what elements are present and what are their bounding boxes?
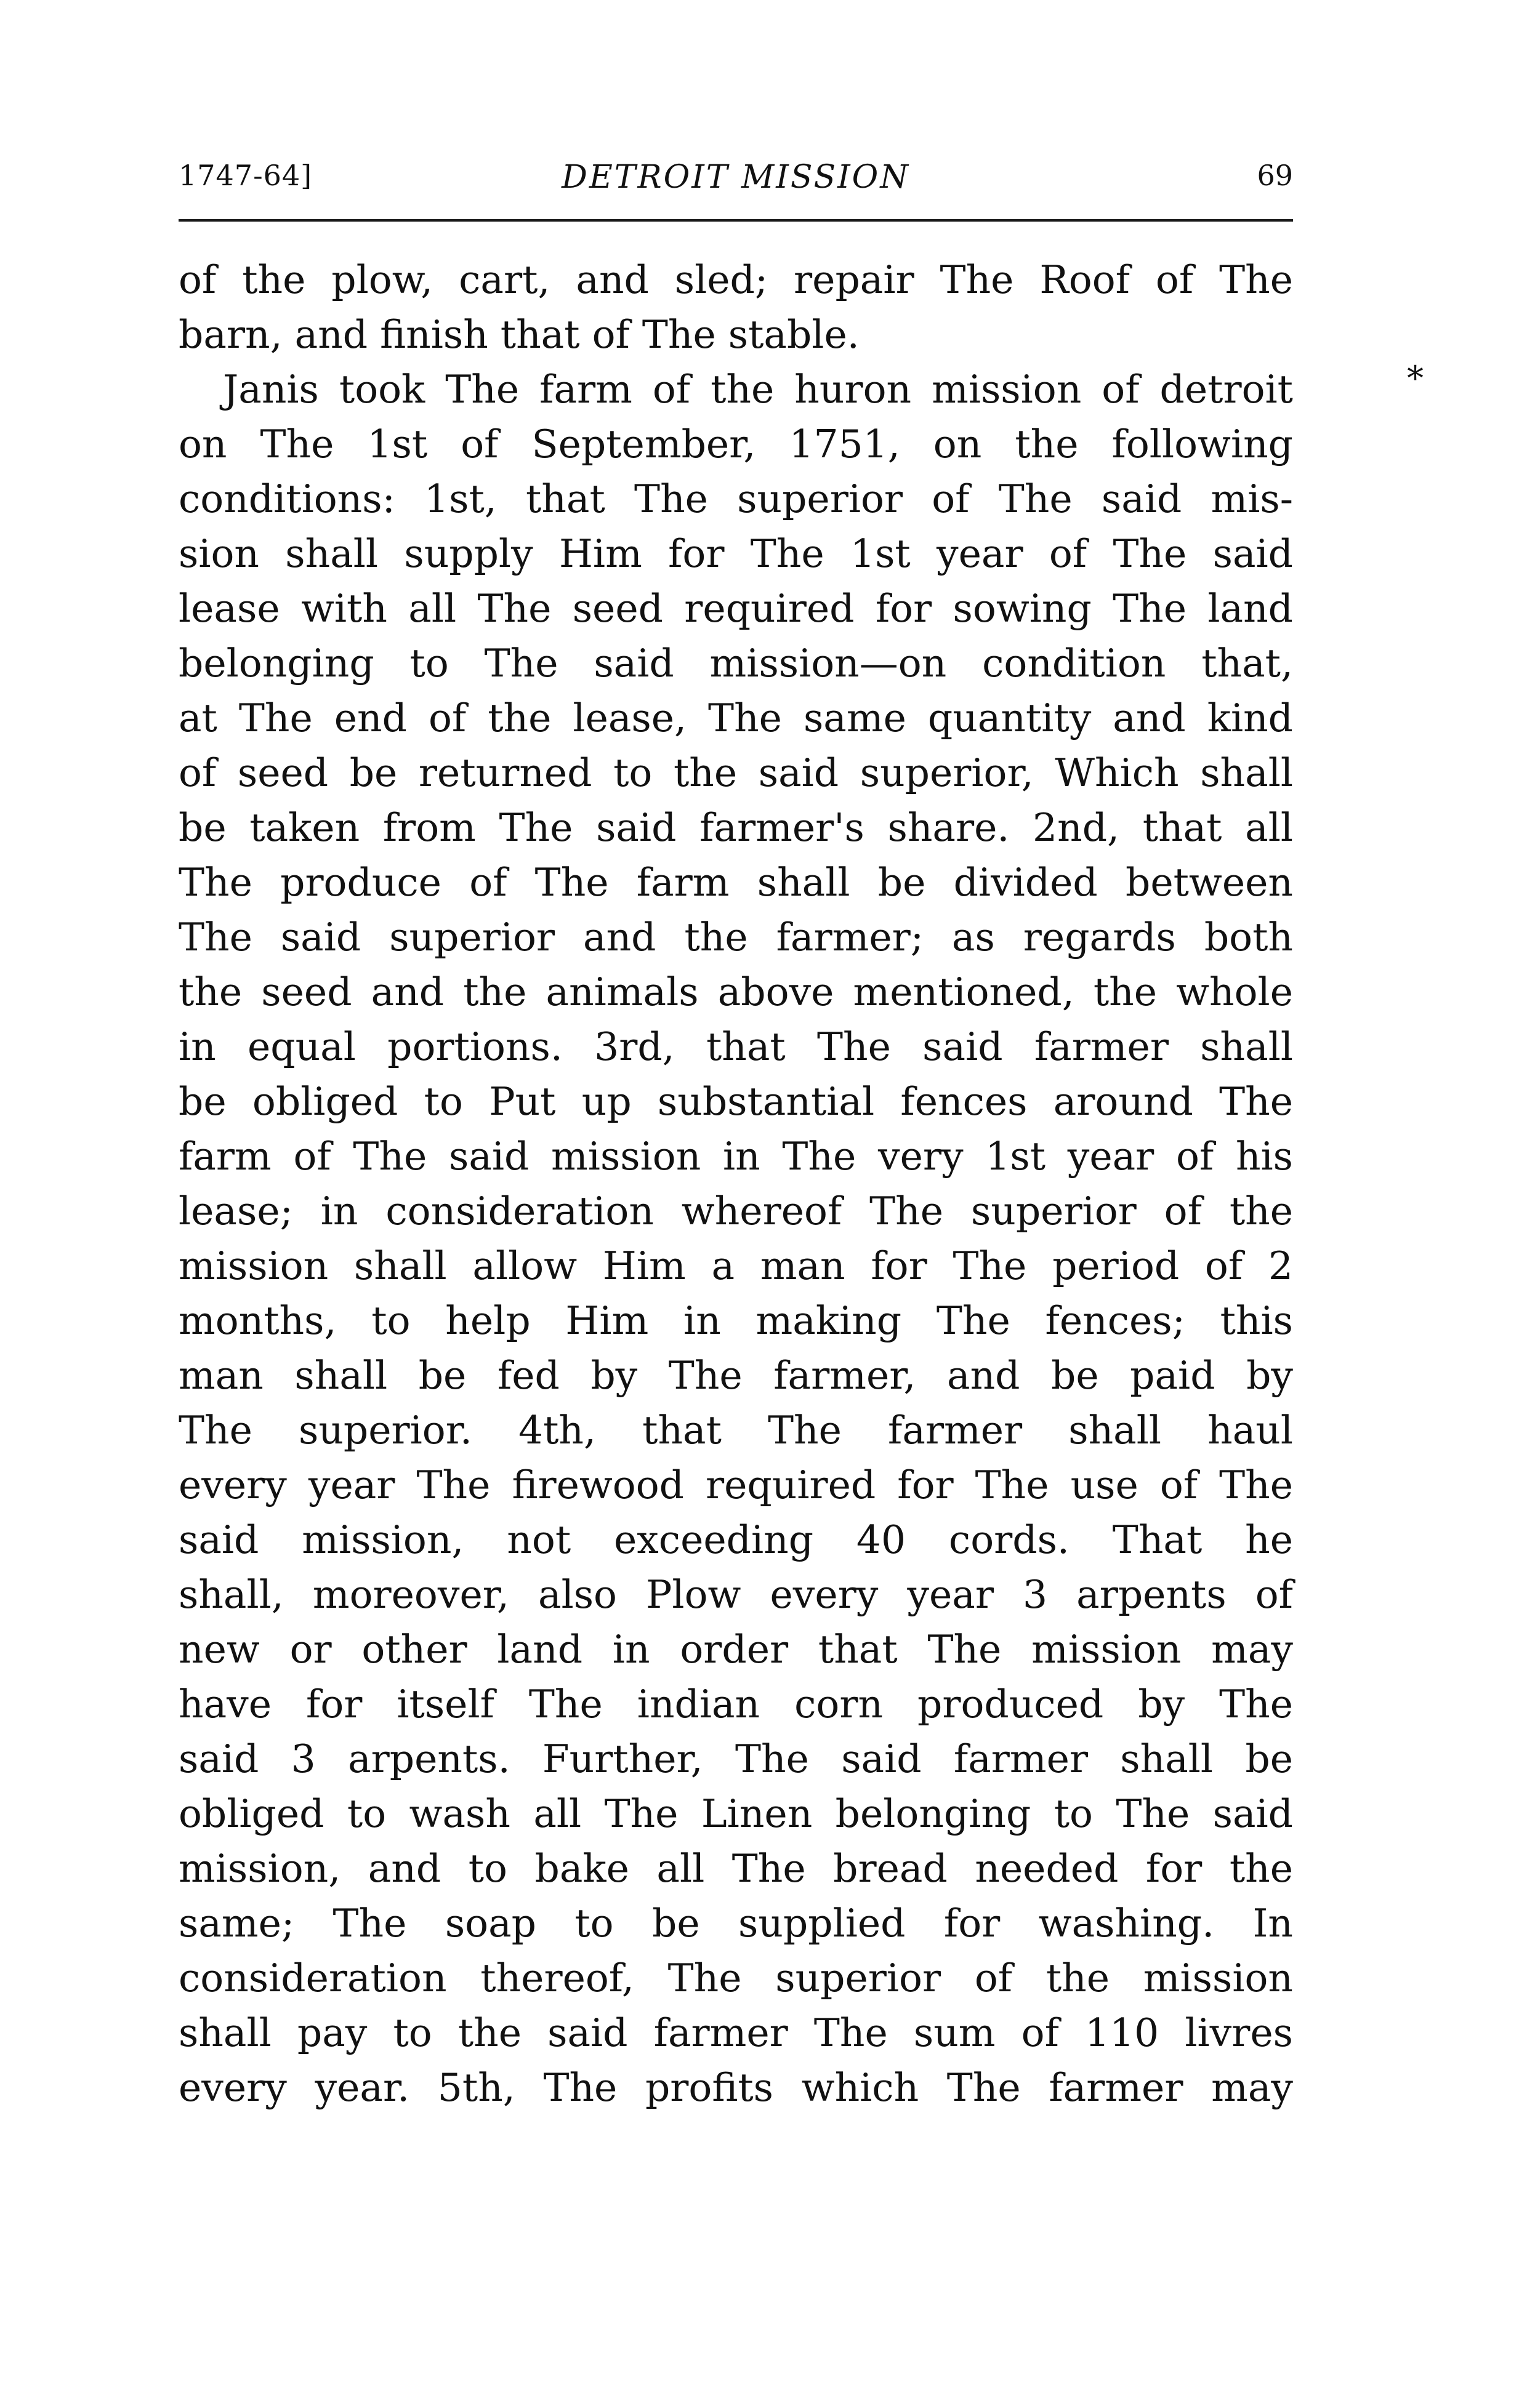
text-line: mission, and to bake all The bread needed for the [179, 1846, 1293, 1891]
text-line: man shall be fed by The farmer, and be paid by [179, 1353, 1293, 1398]
text-line: of seed be returned to the said superior, Which shall [179, 750, 1293, 795]
text-line: be taken from The said farmer's share. 2nd, that all [179, 805, 1293, 850]
text-line: shall pay to the said farmer The sum of 110 livres [179, 2010, 1293, 2055]
text-line: have for itself The indian corn produced by The [179, 1682, 1293, 1727]
text-line: belonging to The said mission—on condition that, [179, 641, 1293, 686]
text-line: sion shall supply Him for The 1st year of The said [179, 531, 1293, 576]
text-line: every year. 5th, The profits which The farmer may [179, 2065, 1293, 2110]
text-line: mission shall allow Him a man for The period of 2 [179, 1243, 1293, 1288]
text-line: shall, moreover, also Plow every year 3 arpents of [179, 1572, 1293, 1617]
text-line: the seed and the animals above mentioned, the whole [179, 969, 1293, 1014]
header-rule [179, 219, 1293, 222]
text-line: conditions: 1st, that The superior of The said mis- [179, 476, 1293, 521]
text-line: barn, and finish that of The stable. [179, 312, 860, 357]
text-line: in equal portions. 3rd, that The said farmer shall [179, 1024, 1293, 1069]
text-line: on The 1st of September, 1751, on the following [179, 422, 1293, 467]
text-line: months, to help Him in making The fences; this [179, 1298, 1293, 1343]
text-line: The said superior and the farmer; as regards both [179, 915, 1293, 960]
body-text [179, 252, 1293, 2115]
text-line: said mission, not exceeding 40 cords. That he [179, 1517, 1293, 1562]
text-line: The produce of The farm shall be divided between [179, 860, 1293, 905]
chapter-title-header: DETROIT MISSION [562, 159, 910, 196]
page-number: 69 [1257, 159, 1293, 192]
date-range-header: 1747-64] [179, 159, 313, 192]
text-line: of the plow, cart, and sled; repair The Roof of The [179, 257, 1293, 302]
text-line: said 3 arpents. Further, The said farmer shall be [179, 1736, 1293, 1781]
text-line: consideration thereof, The superior of the mission [179, 1956, 1293, 2001]
text-line: at The end of the lease, The same quantity and kind [179, 696, 1293, 740]
text-line: Janis took The farm of the huron mission of detroit [223, 367, 1293, 412]
text-line: be obliged to Put up substantial fences around The [179, 1079, 1293, 1124]
text-line: new or other land in order that The mission may [179, 1627, 1293, 1672]
text-line: The superior. 4th, that The farmer shall haul [179, 1408, 1293, 1453]
text-line: every year The firewood required for The use of The [179, 1463, 1293, 1507]
text-line: obliged to wash all The Linen belonging to The said [179, 1791, 1293, 1836]
margin-asterisk: * [1407, 359, 1424, 398]
text-line: same; The soap to be supplied for washing. In [179, 1901, 1293, 1946]
text-line: lease with all The seed required for sowing The land [179, 586, 1293, 631]
running-head [179, 159, 1293, 202]
text-line: lease; in consideration whereof The superior of the [179, 1189, 1293, 1234]
text-line: farm of The said mission in The very 1st year of his [179, 1134, 1293, 1179]
